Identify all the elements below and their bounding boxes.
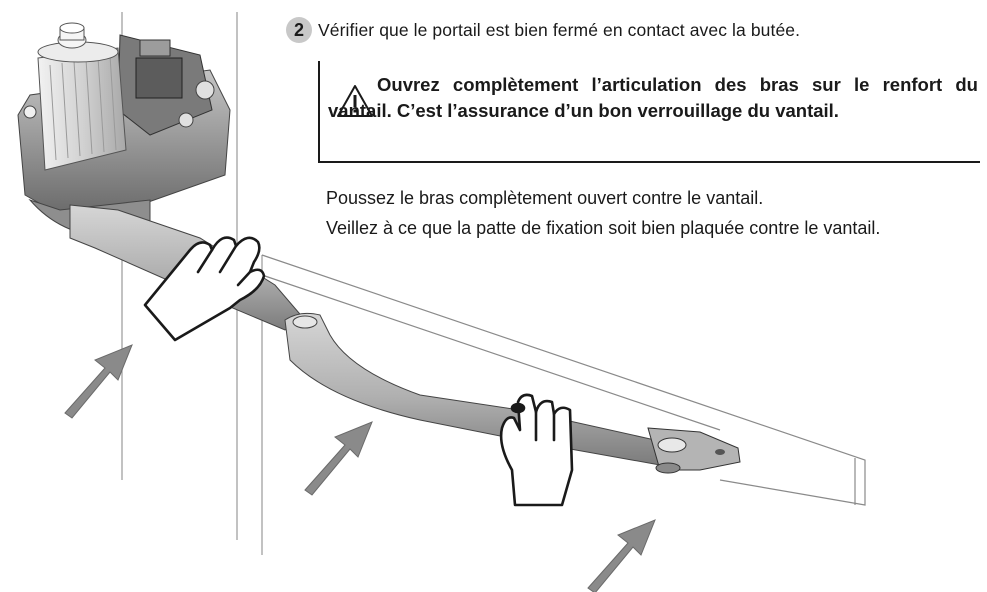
warning-text: Ouvrez complètement l’articulation des bras sur le renfort du vantail. C’est l’assurance d’un bon verrouillage du vantail. <box>328 74 978 121</box>
instructions <box>326 183 986 243</box>
step-header <box>286 17 800 43</box>
warning-box <box>318 61 980 163</box>
elbow-pin <box>293 316 317 328</box>
step-text: Vérifier que le portail est bien fermé en contact avec la butée. <box>318 19 801 40</box>
motor-unit <box>18 23 230 238</box>
step-number-badge: 2 <box>286 17 312 43</box>
instruction-line: Veillez à ce que la patte de fixation soit bien plaquée contre le vantail. <box>326 218 881 238</box>
push-arrow-icon <box>588 520 655 592</box>
instruction-line: Poussez le bras complètement ouvert contre le vantail. <box>326 188 764 208</box>
push-arrow-icon <box>305 422 372 495</box>
fixing-bracket <box>648 428 740 473</box>
